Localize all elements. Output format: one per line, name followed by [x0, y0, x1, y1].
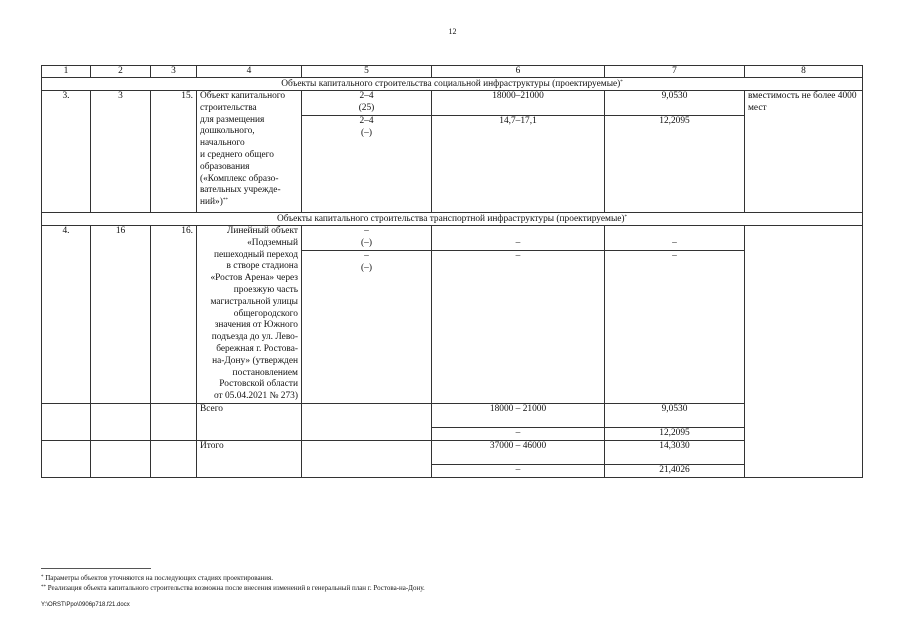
cell: – — [605, 226, 745, 251]
cell: – — [605, 251, 745, 404]
section-title-transport: Объекты капитального строительства транспортной инфраструктуры (проектируемые)* — [42, 213, 863, 226]
total-volume-cell: – — [432, 427, 605, 440]
row-number-cell: 4. — [42, 226, 91, 404]
grand-total-label: Итого — [197, 440, 302, 477]
cell: 9,0530 — [605, 91, 745, 116]
header-cell: 1 — [42, 66, 91, 78]
section-row-social — [42, 78, 863, 91]
objects-table — [41, 65, 863, 478]
grand-total-area-cell: 14,3030 — [605, 440, 745, 464]
cell: 15. — [151, 91, 197, 213]
note-cell — [745, 226, 863, 441]
footnote: * Параметры объектов уточняются на последующих стадиях проектирования. — [41, 574, 274, 582]
grand-total-volume-cell: – — [432, 464, 605, 477]
cell — [42, 440, 91, 477]
total-area-cell: 9,0530 — [605, 403, 745, 427]
grand-total-area-cell: 21,4026 — [605, 464, 745, 477]
header-cell: 6 — [432, 66, 605, 78]
header-cell: 8 — [745, 66, 863, 78]
cell — [151, 440, 197, 477]
cell — [91, 440, 151, 477]
footnote-divider — [41, 568, 151, 569]
floors-cell: 2–4 (25) — [302, 91, 432, 116]
header-cell: 2 — [91, 66, 151, 78]
section-title-social: Объекты капитального строительства социальной инфраструктуры (проектируемые)* — [42, 78, 863, 91]
header-cell: 3 — [151, 66, 197, 78]
document-path: Y:\ORST\Ppo\0906p718.f21.docx — [41, 602, 130, 608]
table-row — [42, 91, 863, 116]
cell: – — [432, 251, 605, 404]
cell — [302, 403, 432, 440]
note-cell: вместимость не более 4000 мест — [745, 91, 863, 213]
total-area-cell: 12,2095 — [605, 427, 745, 440]
row-number-cell: 3. — [42, 91, 91, 213]
cell: 16 — [91, 226, 151, 404]
header-cell: 5 — [302, 66, 432, 78]
table-row — [42, 226, 863, 251]
cell: 18000–21000 — [432, 91, 605, 116]
total-row — [42, 403, 863, 427]
grand-total-row — [42, 440, 863, 464]
page-number: 12 — [448, 27, 457, 36]
cell — [745, 440, 863, 477]
object-name-cell: Объект капитального строительства для размещения дошкольного, начального и среднего общего образования («Комплекс образо- вательных учрежде- ний»)** — [197, 91, 302, 213]
cell — [151, 403, 197, 440]
cell: – — [432, 226, 605, 251]
floors-cell: 2–4 (–) — [302, 116, 432, 213]
cell — [91, 403, 151, 440]
object-name-cell: Линейный объект «Подземный пешеходный переход в створе стадиона «Ростов Арена» через проезжую часть магистральной улицы общегородского значения от Южного подъезда до ул. Лево- бережная г. Ростова- на-Дону» (утвержден постановлением Ростовской области от 05.04.2021 № 273) — [197, 226, 302, 404]
floors-cell: – (–) — [302, 226, 432, 251]
total-volume-cell: 18000 – 21000 — [432, 403, 605, 427]
cell: 3 — [91, 91, 151, 213]
cell — [42, 403, 91, 440]
cell: 16. — [151, 226, 197, 404]
header-cell: 4 — [197, 66, 302, 78]
cell: 14,7–17,1 — [432, 116, 605, 213]
header-cell: 7 — [605, 66, 745, 78]
cell — [302, 440, 432, 477]
footnote: ** Реализация объекта капитального строительства возможна после внесения изменений в генеральный план г. Ростова-на-Дону. — [41, 584, 425, 592]
total-label: Всего — [197, 403, 302, 440]
cell: 12,2095 — [605, 116, 745, 213]
floors-cell: – (–) — [302, 251, 432, 404]
grand-total-volume-cell: 37000 – 46000 — [432, 440, 605, 464]
section-row-transport — [42, 213, 863, 226]
header-row — [42, 66, 863, 78]
